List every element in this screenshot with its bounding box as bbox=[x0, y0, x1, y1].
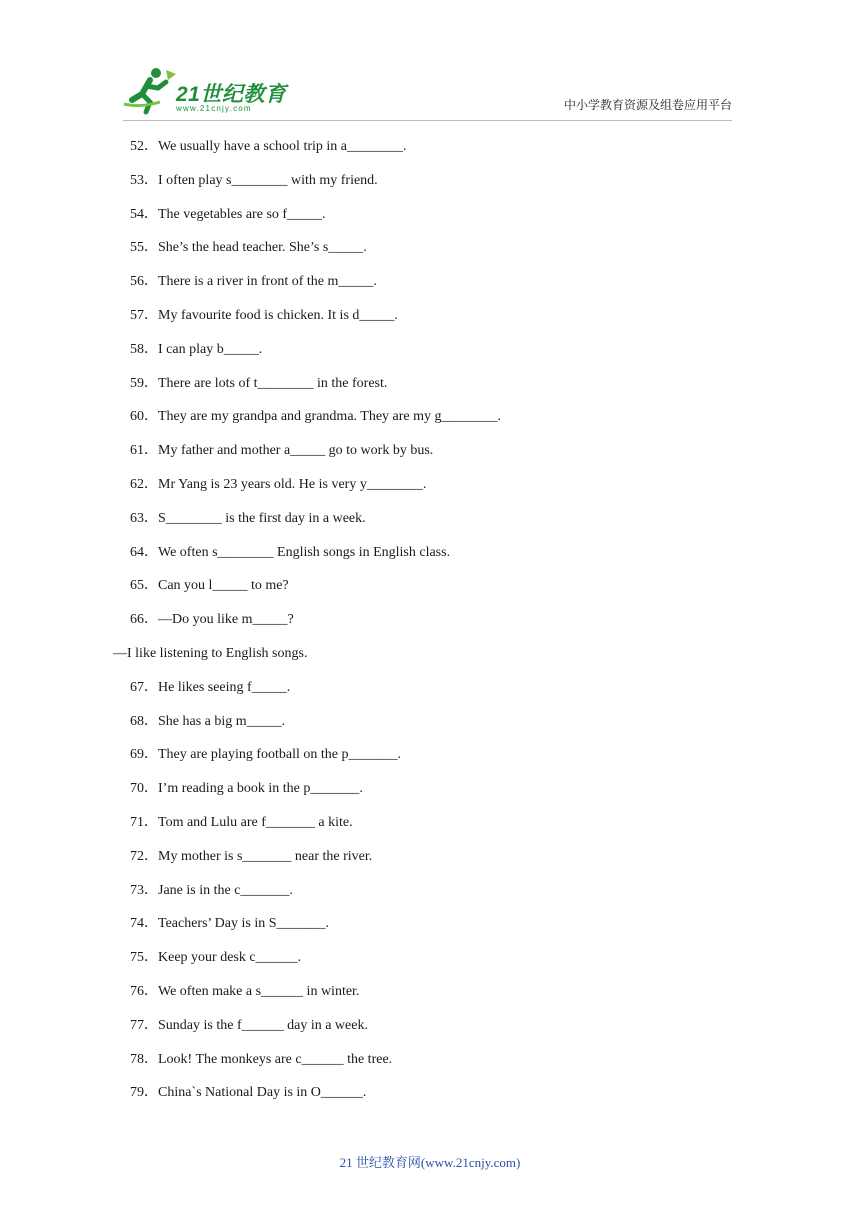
question-52: 52．We usually have a school trip in a________. bbox=[130, 139, 407, 154]
question-54: 54．The vegetables are so f_____. bbox=[130, 206, 326, 222]
question-73: 73．Jane is in the c_______. bbox=[130, 882, 293, 898]
logo bbox=[120, 64, 300, 120]
page-header bbox=[0, 0, 860, 124]
question-64: 64．We often s________ English songs in English class. bbox=[130, 544, 451, 560]
question-61: 61．My father and mother a_____ go to work by bus. bbox=[130, 443, 434, 459]
question-68: 68．She has a big m_____. bbox=[130, 713, 286, 729]
header-divider bbox=[123, 120, 732, 121]
logo-url: www.21cnjy.com bbox=[176, 104, 252, 113]
question-57: 57．My favourite food is chicken. It is d_____. bbox=[130, 307, 398, 323]
question-77: 77．Sunday is the f______ day in a week. bbox=[130, 1017, 368, 1033]
question-53: 53．I often play s________ with my friend. bbox=[130, 172, 378, 188]
logo-text: 21世纪教育 bbox=[176, 83, 287, 106]
question-70: 70．I’m reading a book in the p_______. bbox=[130, 781, 363, 797]
question-78: 78．Look! The monkeys are c______ the tree. bbox=[130, 1051, 393, 1067]
question-list bbox=[113, 135, 750, 1115]
question-60: 60．They are my grandpa and grandma. They are my g________. bbox=[130, 409, 502, 425]
question-71: 71．Tom and Lulu are f_______ a kite. bbox=[130, 814, 353, 830]
question-66: 66．—Do you like m_____? bbox=[130, 612, 294, 628]
question-62: 62．Mr Yang is 23 years old. He is very y________. bbox=[130, 476, 427, 492]
page-footer: 21 世纪教育网(www.21cnjy.com) bbox=[339, 1155, 521, 1170]
question-65: 65．Can you l_____ to me? bbox=[130, 578, 289, 594]
question-72: 72．My mother is s_______ near the river. bbox=[130, 848, 373, 864]
question-58: 58．I can play b_____. bbox=[130, 341, 263, 357]
question-66-answer-line: —I like listening to English songs. bbox=[113, 645, 308, 661]
question-76: 76．We often make a s______ in winter. bbox=[130, 983, 360, 999]
question-75: 75．Keep your desk c______. bbox=[130, 950, 302, 966]
question-74: 74．Teachers’ Day is in S_______. bbox=[130, 916, 330, 932]
platform-title: 中小学教育资源及组卷应用平台 bbox=[563, 98, 732, 112]
question-59: 59．There are lots of t________ in the forest. bbox=[130, 375, 388, 391]
runner-logo-icon bbox=[120, 64, 180, 116]
question-56: 56．There is a river in front of the m_____. bbox=[130, 274, 377, 290]
question-67: 67．He likes seeing f_____. bbox=[130, 679, 291, 695]
question-69: 69．They are playing football on the p_______. bbox=[130, 747, 401, 763]
question-63: 63．S________ is the first day in a week. bbox=[130, 510, 366, 526]
question-55: 55．She’s the head teacher. She’s s_____. bbox=[130, 240, 367, 256]
question-79: 79．China`s National Day is in O______. bbox=[130, 1085, 367, 1101]
